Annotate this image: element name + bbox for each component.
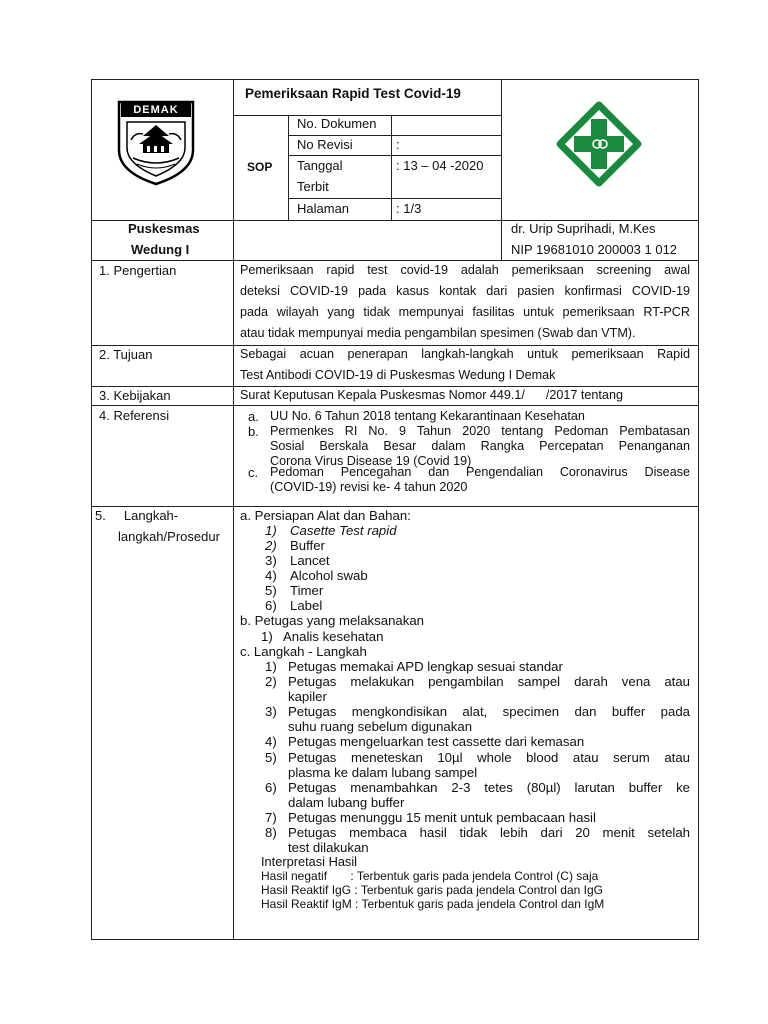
- meta-label-no-dokumen: No. Dokumen: [297, 116, 377, 131]
- interpretasi-line: Hasil Reaktif IgM : Terbentuk garis pada jendela Control dan IgM: [261, 897, 605, 911]
- signer-name: dr. Urip Suprihadi, M.Kes: [511, 221, 656, 236]
- interpretasi-line: Hasil Reaktif IgG : Terbentuk garis pada jendela Control dan IgG: [261, 883, 603, 897]
- section-label-referensi: 4. Referensi: [99, 408, 170, 423]
- ref-marker: a.: [248, 409, 259, 424]
- puskesmas-logo: [556, 101, 642, 187]
- ref-line: UU No. 6 Tahun 2018 tentang Kekarantinaan Kesehatan: [270, 409, 585, 423]
- tool-number: 5): [265, 583, 277, 598]
- sop-label: SOP: [247, 160, 273, 174]
- step-number: 8): [265, 825, 277, 840]
- step-text: Petugas menunggu 15 menit untuk pembacaan hasil: [288, 810, 596, 825]
- meta-label-tanggal: Tanggal: [297, 158, 343, 173]
- pengertian-line: pada wilayah yang tidak mempunyai fasilitas untuk pemeriksaan RT-PCR: [240, 305, 690, 319]
- ref-line: Pedoman Pencegahan dan Pengendalian Coronavirus Disease: [270, 465, 690, 479]
- document-title: Pemeriksaan Rapid Test Covid-19: [245, 86, 461, 101]
- ref-line: (COVID-19) revisi ke- 4 tahun 2020: [270, 480, 468, 494]
- step-text: dalam lubang buffer: [288, 795, 405, 810]
- tool-number: 1): [265, 523, 277, 538]
- puskesmas-cross-icon: [556, 101, 642, 187]
- meta-label-halaman: Halaman: [297, 201, 350, 216]
- tool-item: Timer: [290, 583, 324, 598]
- staff-number: 1): [261, 629, 273, 644]
- step-text: suhu ruang sebelum digunakan: [288, 719, 473, 734]
- org-name-line2: Wedung I: [131, 242, 190, 257]
- step-text: plasma ke dalam lubang sampel: [288, 765, 478, 780]
- ref-marker: b.: [248, 424, 259, 439]
- step-number: 5): [265, 750, 277, 765]
- interpretasi-line: Hasil negatif : Terbentuk garis pada jendela Control (C) saja: [261, 869, 599, 883]
- tool-number: 2): [265, 538, 277, 553]
- step-text: Petugas membaca hasil tidak lebih dari 20 menit setelah: [288, 825, 690, 840]
- pengertian-line: deteksi COVID-19 pada kasus kontak dari pasien konfirmasi COVID-19: [240, 284, 690, 298]
- meta-label-no-revisi: No Revisi: [297, 137, 353, 152]
- ref-line: Permenkes RI No. 9 Tahun 2020 tentang Pedoman Pembatasan: [270, 424, 690, 438]
- meta-label-terbit: Terbit: [297, 179, 329, 194]
- tujuan-line: Test Antibodi COVID-19 di Puskesmas Wedung I Demak: [240, 368, 556, 382]
- pengertian-line: Pemeriksaan rapid test covid-19 adalah pemeriksaan screening awal: [240, 263, 690, 277]
- ref-marker: c.: [248, 465, 259, 480]
- signer-nip: NIP 19681010 200003 1 012: [511, 242, 678, 257]
- step-text: Petugas memakai APD lengkap sesuai standar: [288, 659, 563, 674]
- staff-item: Analis kesehatan: [283, 629, 384, 644]
- step-number: 1): [265, 659, 277, 674]
- demak-logo-text: DEMAK: [133, 104, 179, 116]
- section-label-langkah-1: 5. Langkah-: [95, 508, 179, 523]
- pengertian-line: atau tidak mempunyai media pengambilan spesimen (Swab dan VTM).: [240, 326, 636, 340]
- tool-number: 4): [265, 568, 277, 583]
- step-text: Petugas mengkondisikan alat, specimen dan buffer pada: [288, 704, 690, 719]
- meta-value-no-revisi: :: [396, 137, 400, 152]
- section-label-tujuan: 2. Tujuan: [99, 347, 153, 362]
- subsection-title-a: a. Persiapan Alat dan Bahan:: [240, 508, 411, 523]
- step-number: 2): [265, 674, 277, 689]
- meta-value-tanggal: : 13 – 04 -2020: [396, 158, 484, 173]
- meta-value-halaman: : 1/3: [396, 201, 422, 216]
- section-label-pengertian: 1. Pengertian: [99, 263, 177, 278]
- step-number: 6): [265, 780, 277, 795]
- subsection-title-c: c. Langkah - Langkah: [240, 644, 367, 659]
- step-number: 7): [265, 810, 277, 825]
- tool-item: Lancet: [290, 553, 330, 568]
- ref-line: Corona Virus Disease 19 (Covid 19): [270, 454, 472, 468]
- tool-item: Label: [290, 598, 323, 613]
- step-text: Petugas menambahkan 2-3 tetes (80µl) larutan buffer ke: [288, 780, 690, 795]
- demak-logo: [113, 98, 199, 186]
- tujuan-line: Sebagai acuan penerapan langkah-langkah untuk pemeriksaan Rapid: [240, 347, 690, 361]
- ref-line: Sosial Berskala Besar dalam Rangka Percepatan Penanganan: [270, 439, 690, 453]
- tool-item: Alcohol swab: [290, 568, 368, 583]
- interpretasi-title: Interpretasi Hasil: [261, 854, 358, 869]
- subsection-title-b: b. Petugas yang melaksanakan: [240, 613, 425, 628]
- step-number: 3): [265, 704, 277, 719]
- step-text: Petugas mengeluarkan test cassette dari kemasan: [288, 734, 585, 749]
- step-text: Petugas melakukan pengambilan sampel darah vena atau: [288, 674, 690, 689]
- section-label-langkah-2: langkah/Prosedur: [118, 529, 220, 544]
- step-text: test dilakukan: [288, 840, 369, 855]
- step-text: kapiler: [288, 689, 327, 704]
- tool-number: 6): [265, 598, 277, 613]
- section-label-kebijakan: 3. Kebijakan: [99, 388, 171, 403]
- step-text: Petugas meneteskan 10µl whole blood atau serum atau: [288, 750, 690, 765]
- tool-number: 3): [265, 553, 277, 568]
- tool-item: Casette Test rapid: [290, 523, 397, 538]
- org-name-line1: Puskesmas: [128, 221, 200, 236]
- section-body-kebijakan: Surat Keputusan Kepala Puskesmas Nomor 449.1/ /2017 tentang: [240, 388, 623, 402]
- tool-item: Buffer: [290, 538, 325, 553]
- step-number: 4): [265, 734, 277, 749]
